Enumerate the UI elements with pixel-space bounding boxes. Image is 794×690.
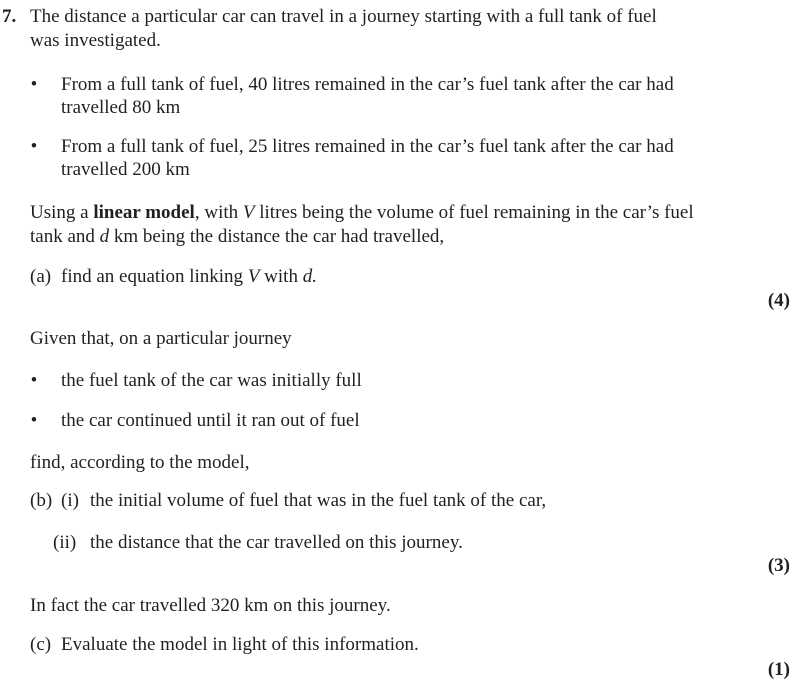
bullet-2-line-1: From a full tank of fuel, 25 litres remained in the car’s fuel tank after the car had: [61, 136, 674, 157]
variable-d: d: [99, 226, 110, 247]
part-b-i-text: the initial volume of fuel that was in the fuel tank of the car,: [90, 490, 547, 511]
intro-line-2: was investigated.: [30, 30, 161, 51]
part-a-label: (a): [30, 266, 52, 287]
bullet-2-line-2: travelled 200 km: [61, 159, 190, 180]
model-line-2: tank and d km being the distance the car had travelled,: [30, 226, 445, 247]
part-c-text: Evaluate the model in light of this information.: [61, 634, 419, 655]
bullet-icon: •: [30, 74, 38, 95]
condition-2: the car continued until it ran out of fuel: [61, 410, 360, 431]
bullet-1-line-1: From a full tank of fuel, 40 litres remained in the car’s fuel tank after the car had: [61, 74, 674, 95]
condition-1: the fuel tank of the car was initially full: [61, 370, 362, 391]
bullet-icon: •: [30, 370, 38, 391]
bullet-icon: •: [30, 136, 38, 157]
part-c-marks: (1): [767, 659, 790, 680]
part-b-marks: (3): [767, 555, 790, 576]
model-line-1: Using a linear model, with V litres being the volume of fuel remaining in the car’s fuel: [30, 202, 694, 223]
part-b-ii-text: the distance that the car travelled on this journey.: [90, 532, 463, 553]
bullet-icon: •: [30, 410, 38, 431]
part-b-label: (b): [30, 490, 53, 511]
part-b-ii-label: (ii): [53, 532, 77, 553]
part-b-i-label: (i): [61, 490, 79, 511]
linear-model-term: linear model: [93, 202, 195, 223]
given-text: Given that, on a particular journey: [30, 328, 292, 349]
intro-line-1: The distance a particular car can travel in a journey starting with a full tank of fuel: [30, 6, 657, 27]
part-a-text: find an equation linking V with d.: [61, 266, 317, 287]
part-a-marks: (4): [767, 290, 790, 311]
bullet-1-line-2: travelled 80 km: [61, 97, 181, 118]
find-text: find, according to the model,: [30, 452, 250, 473]
fact-text: In fact the car travelled 320 km on this journey.: [30, 595, 391, 616]
question-number: 7.: [2, 6, 17, 27]
variable-v: V: [242, 202, 255, 223]
part-c-label: (c): [30, 634, 52, 655]
